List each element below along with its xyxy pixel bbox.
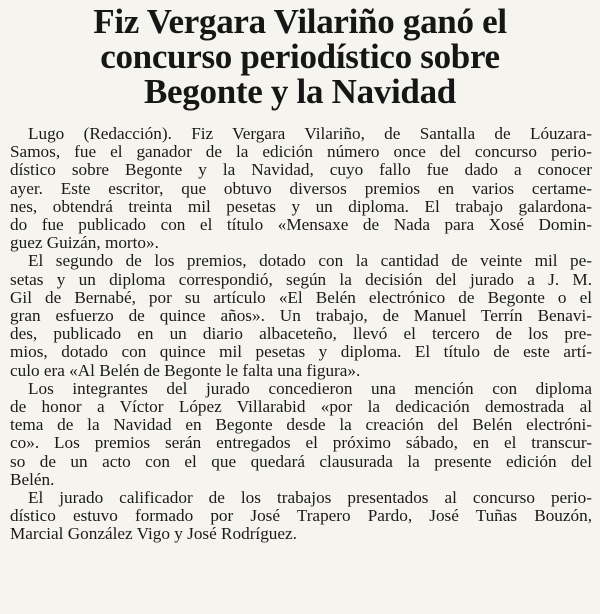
- paragraph-4: [10, 489, 592, 544]
- text-line: tema de la Navidad en Begonte desde la creación del Belén electróni-: [10, 415, 592, 435]
- text-line: des, publicado en un diario albaceteño, llevó el tercero de los pre-: [10, 324, 592, 344]
- text-line: Samos, fue el ganador de la edición número once del concurso perio-: [10, 142, 592, 162]
- text-line: dístico sobre Begonte y la Navidad, cuyo fallo fue dado a conocer: [10, 160, 592, 180]
- article-body: [10, 125, 592, 544]
- text-line: Los integrantes del jurado concedieron una mención con diploma: [28, 378, 592, 398]
- headline-line-1: Fiz Vergara Vilariño ganó el: [93, 2, 507, 41]
- paragraph-3: [10, 380, 592, 489]
- text-line: culo era «Al Belén de Begonte le falta una figura».: [10, 360, 361, 380]
- text-line: de honor a Víctor López Villarabid «por la dedicación demostrada al: [10, 397, 592, 417]
- text-line: guez Guizán, morto».: [10, 233, 159, 253]
- text-line: so de un acto con el que quedará clausurada la presente edición del: [10, 451, 592, 471]
- text-line: setas y un diploma correspondió, según la decisión del jurado a J. M.: [10, 269, 592, 289]
- paragraph-1: [10, 125, 592, 252]
- text-line: El segundo de los premios, dotado con la cantidad de veinte mil pe-: [28, 251, 592, 271]
- text-line: nes, obtendrá treinta mil pesetas y un diploma. El trabajo galardona-: [10, 196, 592, 216]
- text-line: mios, dotado con quince mil pesetas y diploma. El título de este artí-: [10, 342, 592, 362]
- text-line: ayer. Este escritor, que obtuvo diversos premios en varios certame-: [10, 178, 592, 198]
- text-line: do fue publicado con el título «Mensaxe de Nada para Xosé Domin-: [10, 215, 592, 235]
- text-line: El jurado calificador de los trabajos presentados al concurso perio-: [28, 488, 592, 508]
- headline-line-3: Begonte y la Navidad: [144, 72, 456, 111]
- text-line: dístico estuvo formado por José Trapero Pardo, José Tuñas Bouzón,: [10, 506, 592, 526]
- article-headline: [0, 4, 600, 109]
- text-line: gran esfuerzo de quince años». Un trabajo, de Manuel Terrín Benavi-: [10, 306, 592, 326]
- text-line: Belén.: [10, 469, 55, 489]
- text-line: Gil de Bernabé, por su artículo «El Belén electrónico de Begonte o el: [10, 287, 592, 307]
- headline-line-2: concurso periodístico sobre: [100, 37, 500, 76]
- text-line: Lugo (Redacción). Fiz Vergara Vilariño, de Santalla de Lóuzara-: [28, 124, 592, 143]
- text-line: co». Los premios serán entregados el próximo sábado, en el transcur-: [10, 433, 592, 453]
- paragraph-2: [10, 252, 592, 379]
- text-line: Marcial González Vigo y José Rodríguez.: [10, 524, 297, 544]
